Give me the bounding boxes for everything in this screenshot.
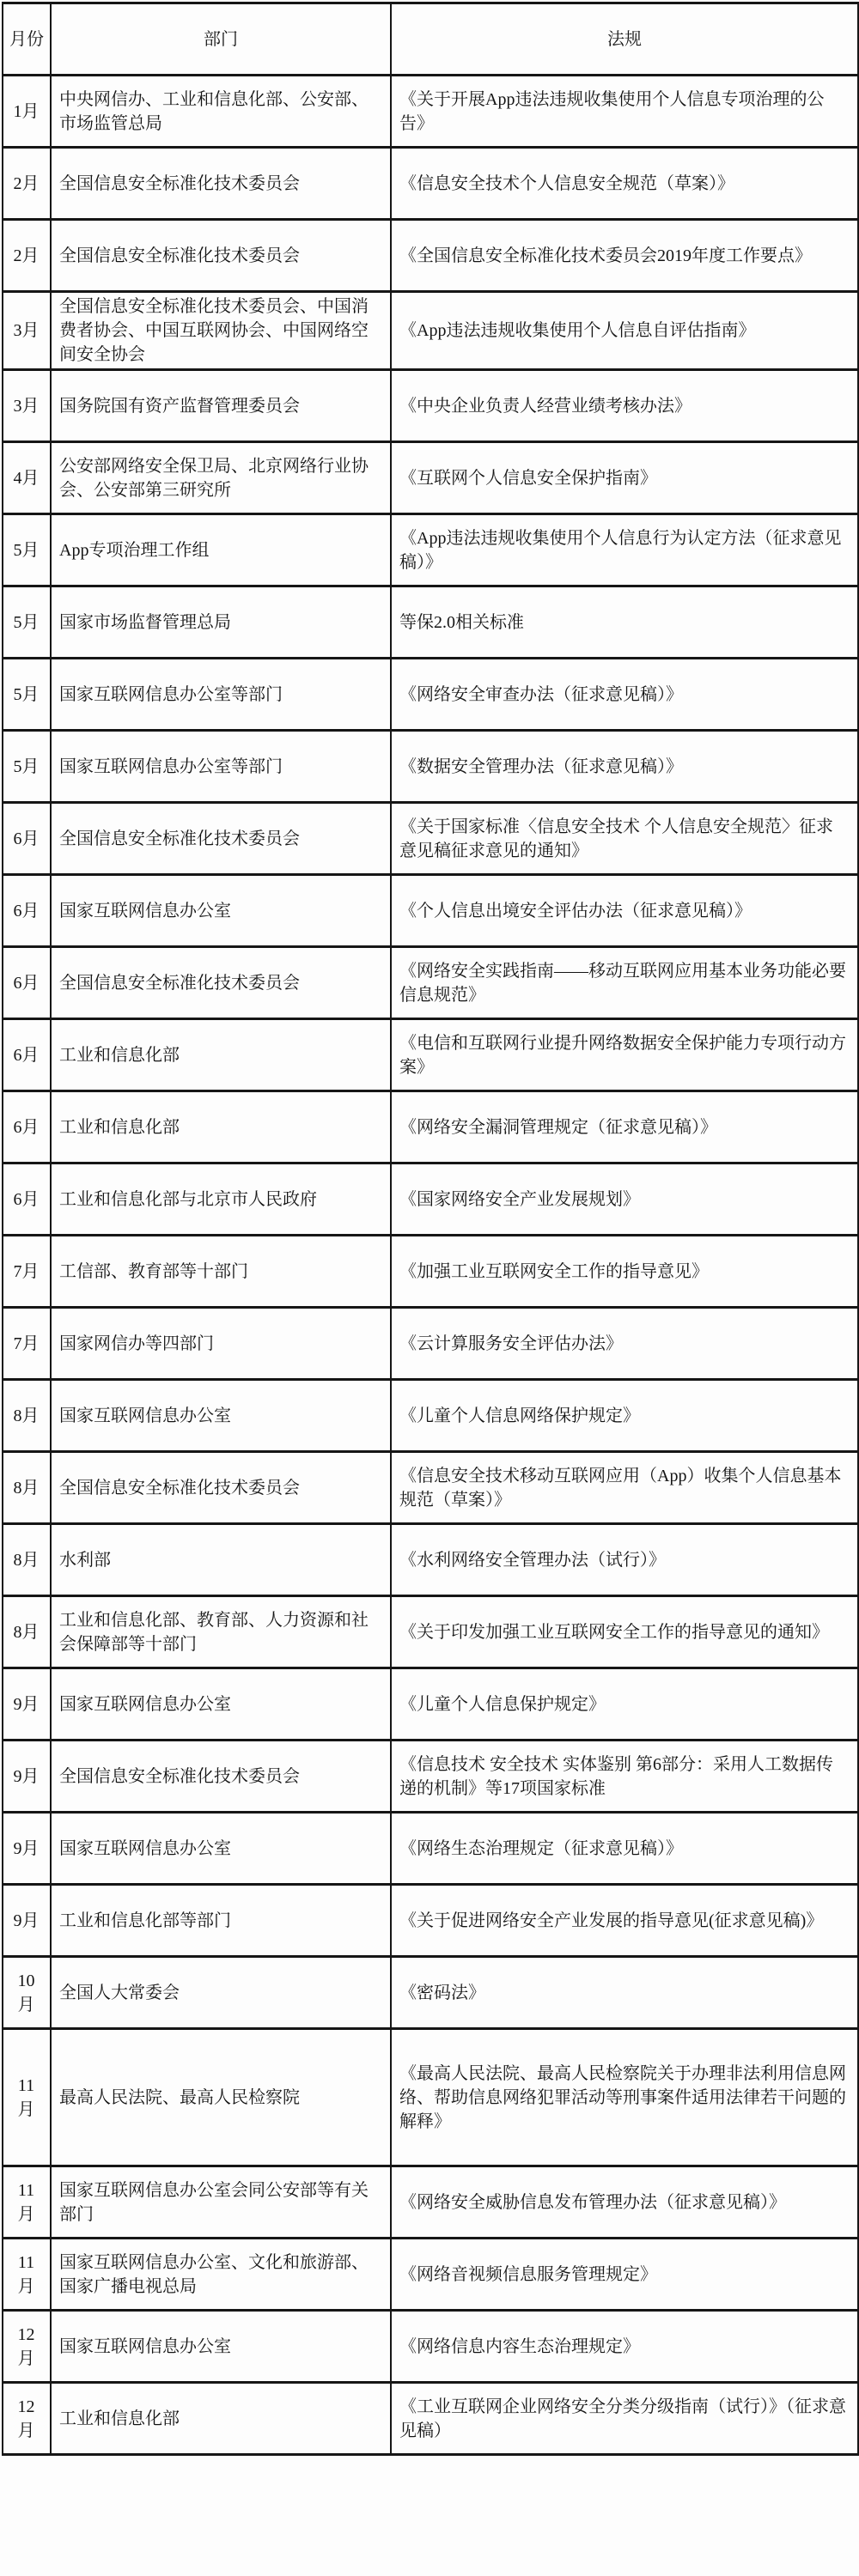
regulation-cell: 《儿童个人信息保护规定》 xyxy=(391,1668,858,1741)
department-cell: 国家互联网信息办公室会同公安部等有关部门 xyxy=(51,2166,391,2239)
col-header-month: 月份 xyxy=(3,3,51,76)
table-body xyxy=(3,76,858,2455)
regulation-cell: 《数据安全管理办法（征求意见稿）》 xyxy=(391,731,858,803)
month-cell: 1月 xyxy=(3,76,51,148)
department-cell: 国务院国有资产监督管理委员会 xyxy=(51,370,391,442)
regulation-cell: 《网络信息内容生态治理规定》 xyxy=(391,2311,858,2383)
department-cell: 国家互联网信息办公室 xyxy=(51,1668,391,1741)
department-cell: 国家互联网信息办公室等部门 xyxy=(51,731,391,803)
regulation-cell: 《信息技术 安全技术 实体鉴别 第6部分：采用人工数据传递的机制》等17项国家标准 xyxy=(391,1741,858,1813)
regulation-cell: 《云计算服务安全评估办法》 xyxy=(391,1308,858,1380)
department-cell: 国家互联网信息办公室、文化和旅游部、国家广播电视总局 xyxy=(51,2239,391,2311)
regulation-cell: 《儿童个人信息网络保护规定》 xyxy=(391,1380,858,1452)
col-header-regulation: 法规 xyxy=(391,3,858,76)
regulation-cell: 《App违法违规收集使用个人信息行为认定方法（征求意见稿）》 xyxy=(391,514,858,586)
month-cell: 11月 xyxy=(3,2239,51,2311)
table-row xyxy=(3,1596,858,1668)
regulation-cell: 《网络安全漏洞管理规定（征求意见稿）》 xyxy=(391,1091,858,1163)
table-row xyxy=(3,1524,858,1596)
department-cell: 国家互联网信息办公室 xyxy=(51,2311,391,2383)
department-cell: App专项治理工作组 xyxy=(51,514,391,586)
month-cell: 7月 xyxy=(3,1236,51,1308)
table-row xyxy=(3,1957,858,2029)
regulation-cell: 《中央企业负责人经营业绩考核办法》 xyxy=(391,370,858,442)
month-cell: 6月 xyxy=(3,803,51,875)
table-row xyxy=(3,370,858,442)
month-cell: 4月 xyxy=(3,442,51,514)
table-row xyxy=(3,2311,858,2383)
table-row xyxy=(3,1885,858,1957)
regulation-cell: 《信息安全技术移动互联网应用（App）收集个人信息基本规范（草案）》 xyxy=(391,1452,858,1524)
month-cell: 10月 xyxy=(3,1957,51,2029)
department-cell: 水利部 xyxy=(51,1524,391,1596)
regulation-cell: 《国家网络安全产业发展规划》 xyxy=(391,1163,858,1236)
month-cell: 5月 xyxy=(3,659,51,731)
month-cell: 8月 xyxy=(3,1524,51,1596)
regulations-table xyxy=(2,2,859,2456)
month-cell: 8月 xyxy=(3,1452,51,1524)
table-row xyxy=(3,1668,858,1741)
regulation-cell: 《网络音视频信息服务管理规定》 xyxy=(391,2239,858,2311)
department-cell: 全国人大常委会 xyxy=(51,1957,391,2029)
department-cell: 中央网信办、工业和信息化部、公安部、市场监管总局 xyxy=(51,76,391,148)
table-row xyxy=(3,1163,858,1236)
department-cell: 全国信息安全标准化技术委员会、中国消费者协会、中国互联网协会、中国网络空间安全协会 xyxy=(51,292,391,370)
department-cell: 工业和信息化部 xyxy=(51,2383,391,2455)
month-cell: 9月 xyxy=(3,1813,51,1885)
month-cell: 3月 xyxy=(3,370,51,442)
department-cell: 工业和信息化部等部门 xyxy=(51,1885,391,1957)
month-cell: 12月 xyxy=(3,2311,51,2383)
regulation-cell: 《互联网个人信息安全保护指南》 xyxy=(391,442,858,514)
table-row xyxy=(3,2239,858,2311)
department-cell: 最高人民法院、最高人民检察院 xyxy=(51,2029,391,2166)
table-row xyxy=(3,292,858,370)
month-cell: 3月 xyxy=(3,292,51,370)
department-cell: 工业和信息化部 xyxy=(51,1019,391,1091)
table-row xyxy=(3,76,858,148)
month-cell: 6月 xyxy=(3,875,51,947)
table-row xyxy=(3,875,858,947)
regulation-cell: 《加强工业互联网安全工作的指导意见》 xyxy=(391,1236,858,1308)
month-cell: 7月 xyxy=(3,1308,51,1380)
regulation-cell: 《关于国家标准〈信息安全技术 个人信息安全规范〉征求意见稿征求意见的通知》 xyxy=(391,803,858,875)
month-cell: 12月 xyxy=(3,2383,51,2455)
regulation-cell: 《网络安全威胁信息发布管理办法（征求意见稿）》 xyxy=(391,2166,858,2239)
table-row xyxy=(3,1741,858,1813)
month-cell: 2月 xyxy=(3,148,51,220)
table-row xyxy=(3,514,858,586)
month-cell: 6月 xyxy=(3,1019,51,1091)
table-row xyxy=(3,803,858,875)
department-cell: 国家互联网信息办公室 xyxy=(51,1813,391,1885)
month-cell: 9月 xyxy=(3,1668,51,1741)
table-row xyxy=(3,1308,858,1380)
month-cell: 9月 xyxy=(3,1885,51,1957)
month-cell: 5月 xyxy=(3,586,51,659)
department-cell: 工业和信息化部与北京市人民政府 xyxy=(51,1163,391,1236)
regulation-cell: 《关于促进网络安全产业发展的指导意见(征求意见稿)》 xyxy=(391,1885,858,1957)
table-row xyxy=(3,586,858,659)
regulation-cell: 《全国信息安全标准化技术委员会2019年度工作要点》 xyxy=(391,220,858,292)
col-header-department: 部门 xyxy=(51,3,391,76)
table-row xyxy=(3,659,858,731)
department-cell: 全国信息安全标准化技术委员会 xyxy=(51,220,391,292)
department-cell: 国家互联网信息办公室 xyxy=(51,1380,391,1452)
table-row xyxy=(3,947,858,1019)
department-cell: 工业和信息化部、教育部、人力资源和社会保障部等十部门 xyxy=(51,1596,391,1668)
table-row xyxy=(3,1813,858,1885)
table-row xyxy=(3,1380,858,1452)
month-cell: 8月 xyxy=(3,1596,51,1668)
department-cell: 公安部网络安全保卫局、北京网络行业协会、公安部第三研究所 xyxy=(51,442,391,514)
table-row xyxy=(3,1091,858,1163)
month-cell: 6月 xyxy=(3,947,51,1019)
regulation-cell: 《电信和互联网行业提升网络数据安全保护能力专项行动方案》 xyxy=(391,1019,858,1091)
regulation-cell: 《密码法》 xyxy=(391,1957,858,2029)
month-cell: 5月 xyxy=(3,514,51,586)
regulation-cell: 《个人信息出境安全评估办法（征求意见稿）》 xyxy=(391,875,858,947)
table-row xyxy=(3,2166,858,2239)
month-cell: 5月 xyxy=(3,731,51,803)
department-cell: 全国信息安全标准化技术委员会 xyxy=(51,1741,391,1813)
regulation-cell: 《水利网络安全管理办法（试行）》 xyxy=(391,1524,858,1596)
regulation-cell: 《网络安全审查办法（征求意见稿）》 xyxy=(391,659,858,731)
month-cell: 11月 xyxy=(3,2166,51,2239)
regulation-cell: 《网络生态治理规定（征求意见稿）》 xyxy=(391,1813,858,1885)
header-row xyxy=(3,3,858,76)
department-cell: 国家互联网信息办公室等部门 xyxy=(51,659,391,731)
month-cell: 8月 xyxy=(3,1380,51,1452)
regulation-cell: 等保2.0相关标准 xyxy=(391,586,858,659)
month-cell: 11月 xyxy=(3,2029,51,2166)
regulation-cell: 《网络安全实践指南——移动互联网应用基本业务功能必要信息规范》 xyxy=(391,947,858,1019)
table-row xyxy=(3,1452,858,1524)
table-row xyxy=(3,220,858,292)
regulation-cell: 《关于印发加强工业互联网安全工作的指导意见的通知》 xyxy=(391,1596,858,1668)
table-row xyxy=(3,731,858,803)
month-cell: 6月 xyxy=(3,1091,51,1163)
table-row xyxy=(3,442,858,514)
regulation-cell: 《工业互联网企业网络安全分类分级指南（试行）》（征求意见稿） xyxy=(391,2383,858,2455)
table-row xyxy=(3,1236,858,1308)
department-cell: 国家市场监督管理总局 xyxy=(51,586,391,659)
table-row xyxy=(3,1019,858,1091)
department-cell: 全国信息安全标准化技术委员会 xyxy=(51,947,391,1019)
department-cell: 全国信息安全标准化技术委员会 xyxy=(51,803,391,875)
table-row xyxy=(3,148,858,220)
department-cell: 工信部、教育部等十部门 xyxy=(51,1236,391,1308)
department-cell: 国家互联网信息办公室 xyxy=(51,875,391,947)
table-row xyxy=(3,2383,858,2455)
department-cell: 国家网信办等四部门 xyxy=(51,1308,391,1380)
department-cell: 全国信息安全标准化技术委员会 xyxy=(51,1452,391,1524)
regulation-cell: 《App违法违规收集使用个人信息自评估指南》 xyxy=(391,292,858,370)
month-cell: 2月 xyxy=(3,220,51,292)
department-cell: 全国信息安全标准化技术委员会 xyxy=(51,148,391,220)
regulation-cell: 《关于开展App违法违规收集使用个人信息专项治理的公告》 xyxy=(391,76,858,148)
month-cell: 9月 xyxy=(3,1741,51,1813)
table-row xyxy=(3,2029,858,2166)
regulation-cell: 《最高人民法院、最高人民检察院关于办理非法利用信息网络、帮助信息网络犯罪活动等刑事案件适用法律若干问题的解释》 xyxy=(391,2029,858,2166)
month-cell: 6月 xyxy=(3,1163,51,1236)
department-cell: 工业和信息化部 xyxy=(51,1091,391,1163)
regulation-cell: 《信息安全技术个人信息安全规范（草案）》 xyxy=(391,148,858,220)
